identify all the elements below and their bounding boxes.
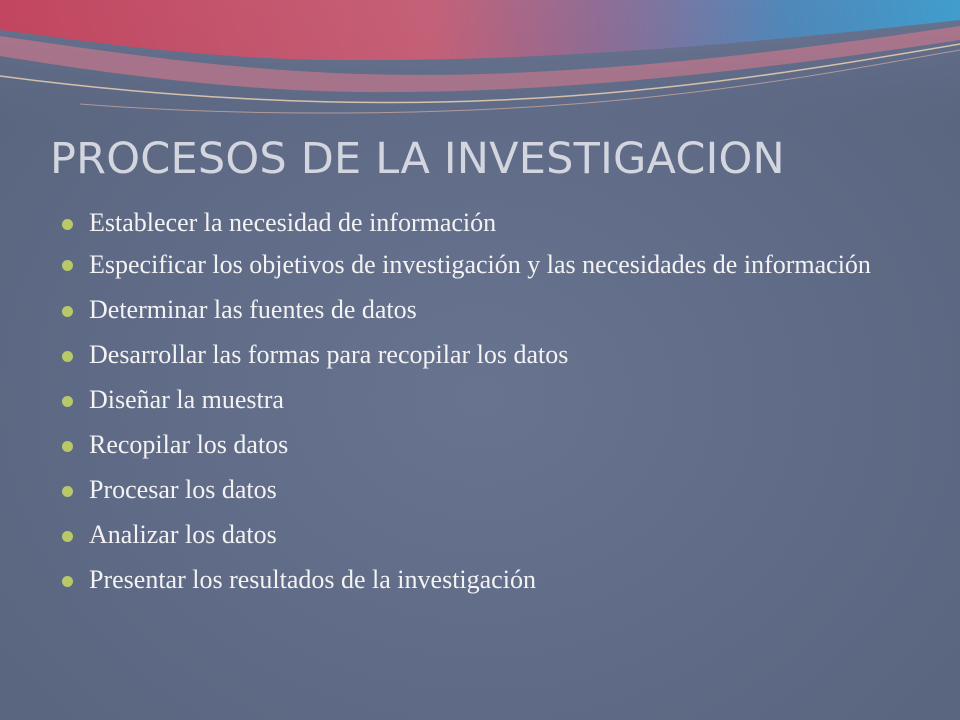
slide-title: PROCESOS DE LA INVESTIGACION: [50, 134, 785, 184]
bullet-dot-icon: [62, 260, 73, 271]
bullet-item: [62, 562, 922, 597]
bullet-text: Diseñar la muestra: [89, 385, 284, 414]
bullet-item: [62, 382, 922, 417]
bullet-text: Analizar los datos: [89, 520, 277, 549]
bullet-list: [62, 205, 922, 607]
bullet-dot-icon: [62, 441, 73, 452]
bullet-text: Especificar los objetivos de investigación y las necesidades de información: [89, 250, 871, 279]
bullet-item: [62, 427, 922, 462]
bullet-dot-icon: [62, 486, 73, 497]
bullet-dot-icon: [62, 219, 73, 230]
bullet-item: [62, 250, 922, 279]
bullet-item: [62, 292, 922, 327]
bullet-dot-icon: [62, 576, 73, 587]
bullet-text: Recopilar los datos: [89, 430, 289, 459]
bullet-text: Desarrollar las formas para recopilar los datos: [89, 340, 569, 369]
decorative-swoosh: [0, 0, 960, 130]
bullet-text: Procesar los datos: [89, 475, 277, 504]
bullet-item: [62, 472, 922, 507]
bullet-text: Determinar las fuentes de datos: [89, 295, 417, 324]
bullet-dot-icon: [62, 306, 73, 317]
bullet-dot-icon: [62, 531, 73, 542]
bullet-item: [62, 205, 922, 240]
bullet-dot-icon: [62, 396, 73, 407]
bullet-item: [62, 337, 922, 372]
bullet-text: Establecer la necesidad de información: [89, 208, 497, 237]
bullet-dot-icon: [62, 351, 73, 362]
bullet-text: Presentar los resultados de la investigación: [89, 565, 536, 594]
bullet-item: [62, 517, 922, 552]
